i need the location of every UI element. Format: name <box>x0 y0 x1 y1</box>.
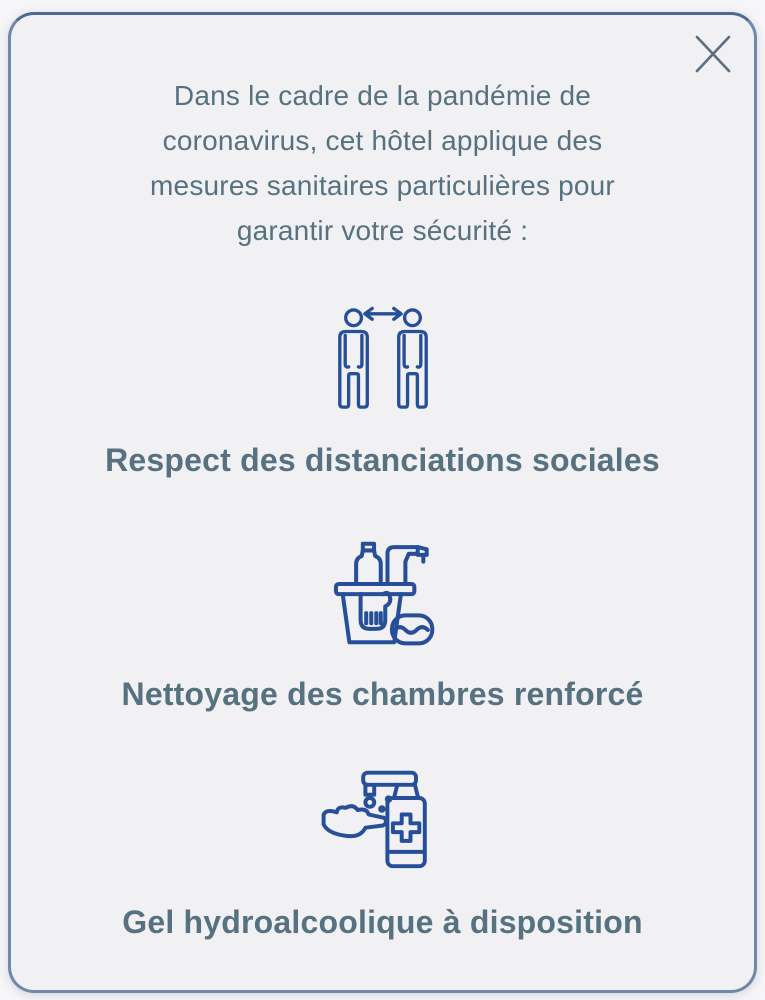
measure-hand-sanitizer <box>11 765 754 943</box>
intro-line: garantir votre sécurité : <box>236 215 529 246</box>
measure-social-distancing <box>11 305 754 481</box>
modal-intro-text <box>63 73 703 253</box>
intro-line: coronavirus, cet hôtel applique des <box>162 125 603 156</box>
close-button[interactable] <box>690 31 736 77</box>
hand-sanitizer-icon <box>320 765 446 875</box>
intro-line: Dans le cadre de la pandémie de <box>173 80 592 111</box>
close-icon <box>693 33 733 75</box>
room-cleaning-icon <box>320 537 446 649</box>
measure-label: Nettoyage des chambres renforcé <box>121 676 644 712</box>
measure-label: Gel hydroalcoolique à disposition <box>122 904 643 940</box>
intro-line: mesures sanitaires particulières pour <box>150 170 615 201</box>
social-distancing-icon <box>333 305 433 413</box>
measure-label: Respect des distanciations sociales <box>105 442 660 478</box>
measure-room-cleaning <box>11 537 754 715</box>
covid-measures-modal <box>8 12 757 993</box>
